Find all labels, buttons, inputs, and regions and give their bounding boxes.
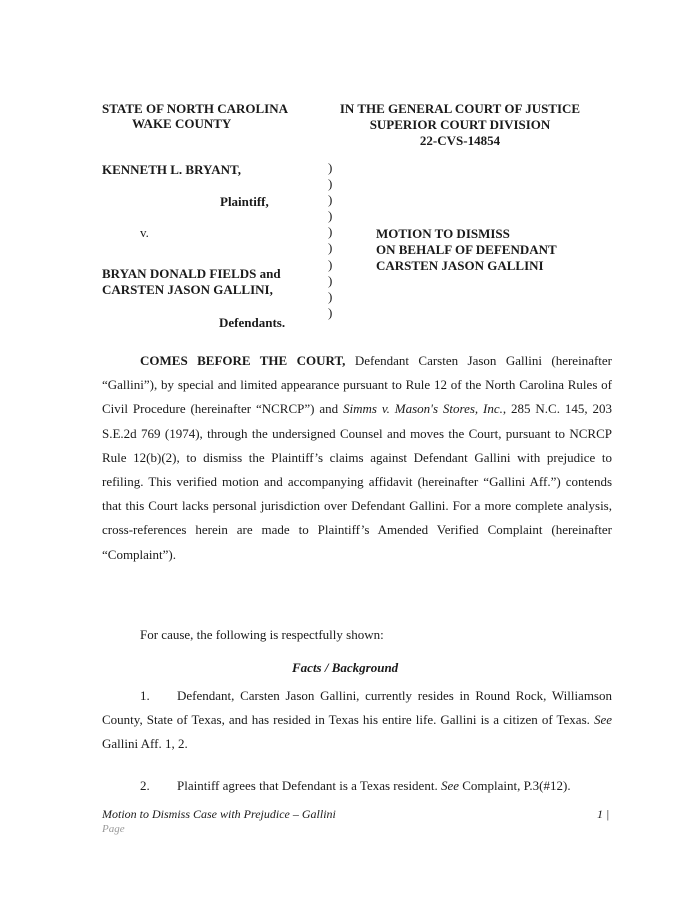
motion-title: [376, 226, 557, 274]
intro-text-a: Defendant Carsten Jason Gallini (hereinafter “Gallini”), by special and limited appearance pursuant to Rule 12 of the North Carolina Rules of Civil Procedure (hereinafter “NCRCP”) and: [102, 353, 612, 417]
paragraph-text: Defendant, Carsten Jason Gallini, currently resides in Round Rock, Williamson County, State of Texas, and has resided in Texas his entire life. Gallini is a citizen of Texas.: [102, 688, 612, 728]
numbered-paragraph: [102, 684, 612, 757]
caption-court: [330, 101, 590, 149]
paragraph-cite: Complaint, P.3(#12).: [459, 778, 571, 793]
footer-title: Motion to Dismiss Case with Prejudice – Gallini: [102, 807, 336, 821]
intro-lead: COMES BEFORE THE COURT,: [140, 353, 346, 368]
intro-text-b: , 285 N.C. 145, 203 S.E.2d 769 (1974), through the undersigned Counsel and moves the Court, pursuant to NCRCP Rule 12(b)(2), to dismiss the Plaintiff’s claims against Defendant Gallini with prejudice to refiling. This verified motion and accompanying affidavit (hereinafter “Gallini Aff.”) contends that this Court lacks personal jurisdiction over Defendant Gallini. For a more complete analysis, cross-references herein are made to Plaintiff’s Amended Verified Complaint (hereinafter “Complaint”).: [102, 401, 612, 562]
paren: ): [328, 176, 333, 192]
cause-line: For cause, the following is respectfully shown:: [140, 627, 384, 642]
motion-title-line-3: CARSTEN JASON GALLINI: [376, 258, 544, 273]
intro-case-name: Simms v. Mason's Stores, Inc.: [343, 401, 503, 417]
paragraph-text: Plaintiff agrees that Defendant is a Texas resident.: [177, 778, 441, 793]
numbered-paragraph: [102, 774, 612, 798]
defendant-role: Defendants.: [219, 315, 286, 330]
versus: v.: [140, 225, 149, 240]
footer-page-label: Page: [102, 823, 125, 835]
intro-paragraph: [102, 349, 612, 567]
paren: ): [328, 256, 333, 272]
case-number: 22-CVS-14854: [419, 133, 501, 148]
paragraph-see: See: [593, 712, 612, 728]
paragraph-number: 2.: [140, 778, 150, 793]
paren: ): [328, 288, 333, 304]
caption-state: STATE OF NORTH CAROLINA: [102, 101, 289, 116]
motion-title-line-1: MOTION TO DISMISS: [376, 226, 510, 241]
caption-parenthesis-column: [328, 160, 332, 321]
footer-page-number: 1 |: [597, 807, 610, 821]
caption-county: WAKE COUNTY: [132, 116, 232, 131]
paren: ): [328, 304, 333, 320]
defendant-names: [102, 266, 281, 298]
plaintiff-name: KENNETH L. BRYANT,: [102, 162, 241, 177]
paren: ): [328, 272, 333, 288]
section-heading: Facts / Background: [292, 660, 399, 675]
paren: ): [328, 160, 333, 175]
defendant-name-2: CARSTEN JASON GALLINI,: [102, 282, 273, 297]
paren: ): [328, 208, 333, 224]
court-name: IN THE GENERAL COURT OF JUSTICE: [339, 101, 581, 116]
paragraph-cite: Gallini Aff. 1, 2.: [102, 736, 188, 752]
paragraph-number: 1.: [140, 688, 150, 703]
paren: ): [328, 224, 333, 240]
defendant-name-1: BRYAN DONALD FIELDS and: [102, 266, 281, 281]
motion-title-line-2: ON BEHALF OF DEFENDANT: [376, 242, 557, 257]
paragraph-see: See: [440, 778, 459, 793]
court-division: SUPERIOR COURT DIVISION: [369, 117, 551, 132]
plaintiff-role: Plaintiff,: [220, 194, 269, 209]
paren: ): [328, 240, 333, 256]
paren: ): [328, 192, 333, 208]
